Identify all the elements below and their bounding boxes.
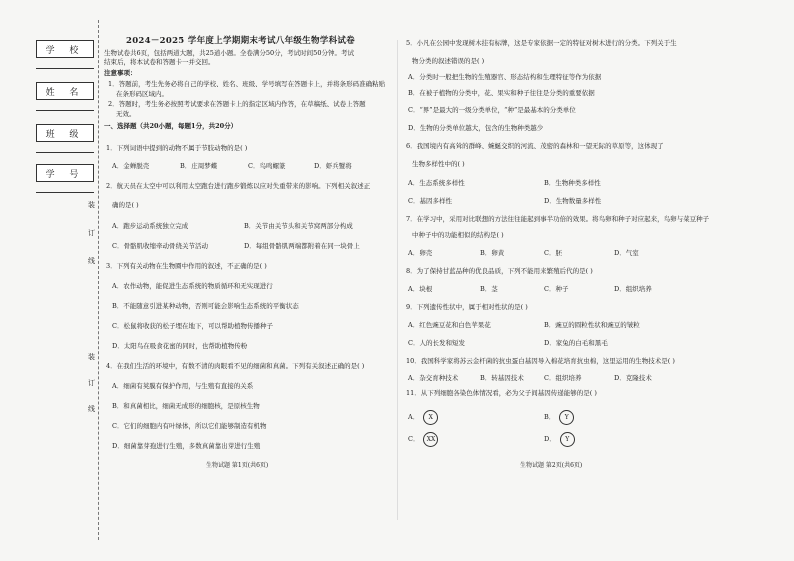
cell-circle: Y <box>560 432 575 447</box>
student-id-line <box>36 192 94 193</box>
option: A．分类时一般把生物的生殖器官、形态结构和生理特征等作为依据 <box>408 73 602 81</box>
option: A．金蝉脱壳 <box>112 162 150 170</box>
option: D．太阳鸟在吸食花蜜的同时，也帮助植物传粉 <box>112 342 248 350</box>
notice-item: 无效。 <box>116 110 136 118</box>
option: C．组织培养 <box>544 374 582 382</box>
binding-char: 线 <box>88 257 95 265</box>
question: 6．我国境内有高耸的群峰、蜿蜒交织的河流、茂密的森林和一望无际的草原等，这体现了 <box>406 142 664 150</box>
question: 10．我国科学家将苏云金杆菌的抗虫蛋白基因导入棉花培育抗虫棉，这里运用的生物技术是( ) <box>406 357 675 365</box>
option: A．块根 <box>408 285 433 293</box>
option: D．家兔的白毛和黑毛 <box>544 339 608 347</box>
option: B．生物种类多样性 <box>544 179 601 187</box>
option: B．庄周梦蝶 <box>180 162 218 170</box>
question: 4．在我们生活的环境中，有数不清的肉眼看不见的细菌和真菌。下列有关叙述正确的是( ) <box>106 362 365 370</box>
question: 3．下列有关动物在生物圈中作用的叙述，不正确的是( ) <box>106 262 267 270</box>
cell-circle: Y <box>559 410 574 425</box>
school-label: 学 校 <box>36 40 94 58</box>
binding-char: 线 <box>88 405 95 413</box>
binding-char: 订 <box>88 229 95 237</box>
option: A．生态系统多样性 <box>408 179 465 187</box>
option: B．不能随意引进某种动物，否则可能会影响生态系统的平衡状态 <box>112 302 299 310</box>
question: 确的是( ) <box>112 201 139 209</box>
intro-line: 结束后，将本试卷和答题卡一并交回。 <box>104 58 215 66</box>
option: D．组织培养 <box>614 285 652 293</box>
cell-circle: XX <box>423 432 438 447</box>
question: 9．下列遗传性状中，属于相对性状的是( ) <box>406 303 528 311</box>
option: D．细菌靠芽孢进行生殖，多数真菌靠出芽进行生殖 <box>112 442 261 450</box>
option: C．它们的细胞内有叶绿体，所以它们能够制造有机物 <box>112 422 267 430</box>
option: C．鸟鸣螺篆 <box>248 162 286 170</box>
option: D．气室 <box>614 249 639 257</box>
class-label: 班 级 <box>36 124 94 142</box>
option: B．和真菌相比，细菌无成形的细胞核，是原核生物 <box>112 402 260 410</box>
question: 2．航天员在太空中可以利用太空跑台进行跑步锻炼以应对失重带来的影响。下列相关叙述正 <box>106 182 371 190</box>
binding-char: 装 <box>88 201 95 209</box>
class-line <box>36 152 94 153</box>
question: 中种子中的功能相似的结构是( ) <box>412 231 504 239</box>
student-info-sidebar <box>36 40 96 180</box>
binding-char: 订 <box>88 379 95 387</box>
notice-item: 在条形码区域内。 <box>116 90 168 98</box>
notice-item: 2．答题时，考生务必按照考试要求在答题卡上的指定区域内作答，在草稿纸、试卷上答题 <box>108 100 366 108</box>
question: 8．为了保持甘蓝品种的优良品质，下列不能用来繁殖后代的是( ) <box>406 267 593 275</box>
option: C．骨骼肌收缩牵动骨绕关节活动 <box>112 242 208 250</box>
option-letter: B． <box>544 412 556 421</box>
page-footer: 生物试题 第2页(共6页) <box>520 462 583 469</box>
option: A．卵壳 <box>408 249 433 257</box>
binding-char: 装 <box>88 353 95 361</box>
name-label: 姓 名 <box>36 82 94 100</box>
question: 1．下列词语中提到的动物不属于节肢动物的是( ) <box>106 144 248 152</box>
option: B．茎 <box>480 285 498 293</box>
option: A．杂交育种技术 <box>408 374 459 382</box>
option: D．生物的分类单位越大，包含的生物种类越少 <box>408 124 544 132</box>
option <box>544 432 575 447</box>
notice-heading: 注意事项： <box>104 69 137 77</box>
option: B．豌豆的圆粒性状和豌豆的皱粒 <box>544 321 640 329</box>
option <box>408 432 438 447</box>
page-footer: 生物试题 第1页(共6页) <box>206 462 269 469</box>
option: A．农作动物，能促进生态系统的物质循环和无实现进行 <box>112 282 273 290</box>
option: D．生物数量多样性 <box>544 197 602 205</box>
question: 11．从下列细胞各染色体情况看，必为父子间基因传递能够的是( ) <box>406 389 597 397</box>
option <box>544 410 574 425</box>
school-line <box>36 68 94 69</box>
option: C．松鼠将收获的松子埋在地下，可以帮助植物传播种子 <box>112 322 273 330</box>
option: C．基因多样性 <box>408 197 452 205</box>
option-letter: A． <box>408 412 420 421</box>
option: B．卵黄 <box>480 249 505 257</box>
option: C．种子 <box>544 285 569 293</box>
notice-item: 1．答题前，考生先务必将自己的学校、姓名、班级、学号填写在答题卡上，并将条形码准确粘贴 <box>108 80 386 88</box>
option: B．在被子植物的分类中，花、果实和种子往往是分类的重要依据 <box>408 89 595 97</box>
student-id-label: 学 号 <box>36 164 94 182</box>
exam-title: 2024－2025 学年度上学期期末考试八年级生物学科试卷 <box>126 36 355 46</box>
page-divider <box>397 40 398 520</box>
option: B．转基因技术 <box>480 374 524 382</box>
option: A．跑步运动系统独立完成 <box>112 222 189 230</box>
option-letter: D． <box>544 434 556 443</box>
binding-line <box>98 20 99 540</box>
option: D．克隆技术 <box>614 374 652 382</box>
option: D．虾兵蟹将 <box>314 162 352 170</box>
option: C．“界”是最大的一级分类单位，“种”是最基本的分类单位 <box>408 106 576 114</box>
option: A．细菌有荚膜有保护作用，与生殖有直接的关系 <box>112 382 254 390</box>
question: 生物多样性中的( ) <box>412 160 465 168</box>
option <box>408 410 438 425</box>
intro-line: 生物试卷共6页，包括两道大题，共25道小题。全卷满分50分，考试时间50分钟。考试 <box>104 49 354 57</box>
option: B．关节由关节头和关节窝两部分构成 <box>244 222 353 230</box>
name-line <box>36 110 94 111</box>
section-heading: 一、选择题（共20小题，每题1分，共20分） <box>104 122 238 130</box>
option: A．红色豌豆花和白色苹果花 <box>408 321 491 329</box>
question: 7．在学习中，采用对比联想的方法往往能起到事半功倍的效果。将鸟卵和种子对应起来，鸟卵与菜豆种子 <box>406 215 710 223</box>
cell-circle: X <box>423 410 438 425</box>
option: C．胚 <box>544 249 562 257</box>
option-letter: C． <box>408 434 420 443</box>
question: 5．小凡在公园中发现树木挂有标牌，这是专家依据一定的特征对树木进行的分类。下列关于生 <box>406 39 677 47</box>
question: 物分类的叙述错误的是( ) <box>412 57 485 65</box>
option: C．人的长发和短发 <box>408 339 465 347</box>
option: D．每组骨骼肌两端都附着在同一块骨上 <box>244 242 360 250</box>
